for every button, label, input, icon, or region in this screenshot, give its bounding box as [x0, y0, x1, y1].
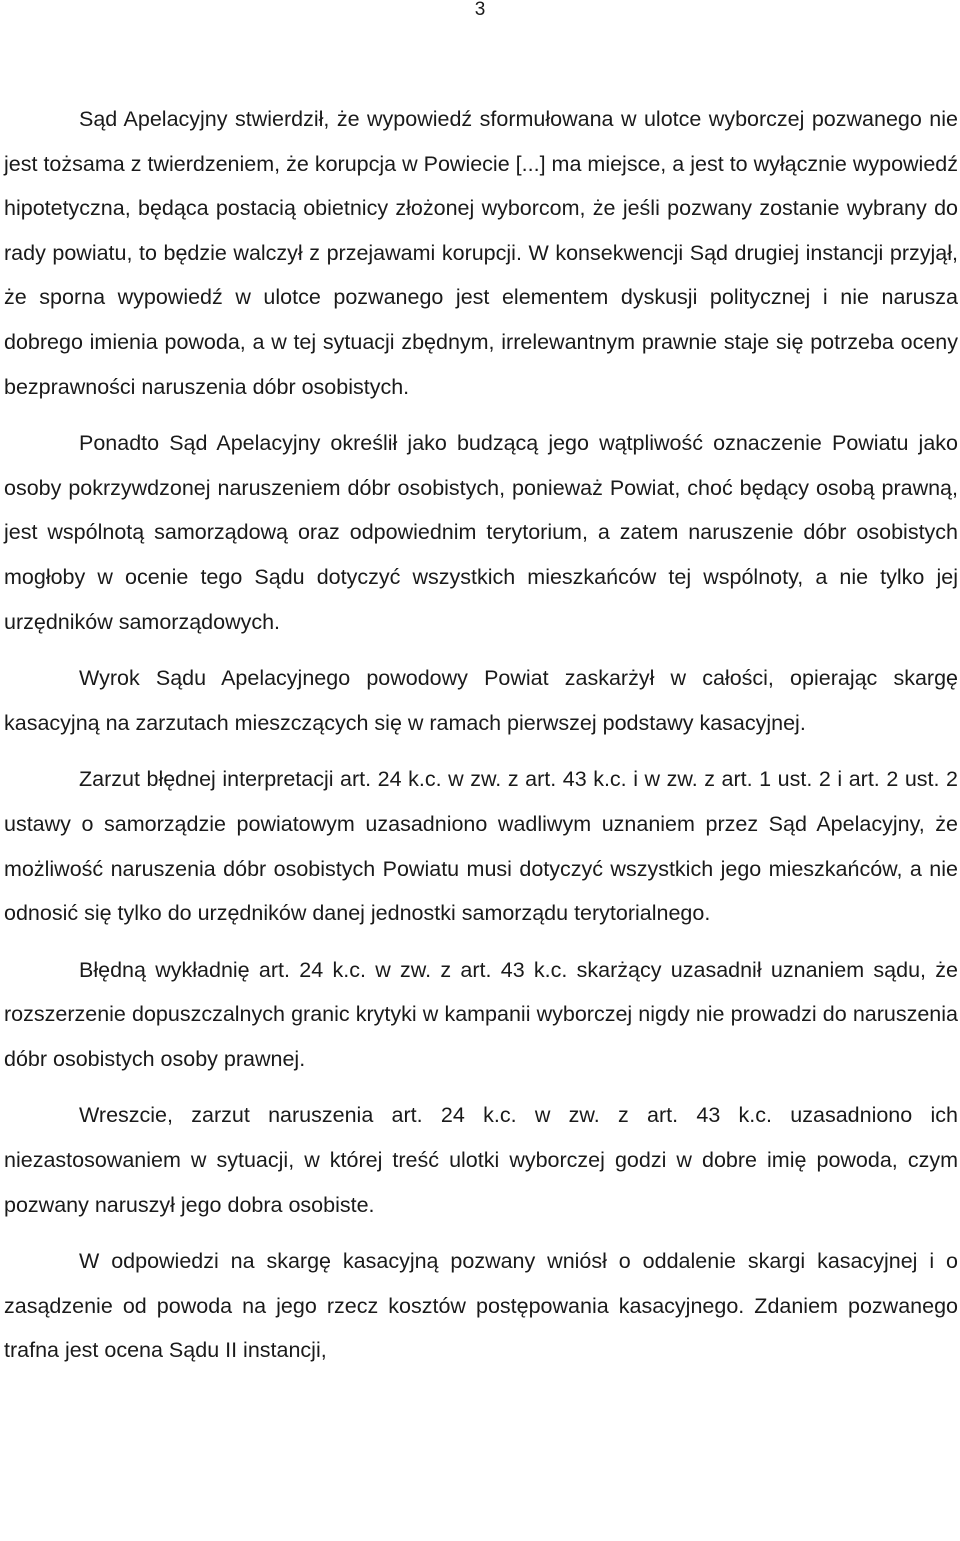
document-body	[4, 97, 958, 1373]
paragraph-1: Sąd Apelacyjny stwierdził, że wypowiedź sformułowana w ulotce wyborczej pozwanego nie jest tożsama z twierdzeniem, że korupcja w Powiecie [...] ma miejsce, a jest to wyłącznie wypowiedź hipotetyczna, będąca postacią obietnicy złożonej wyborcom, że jeśli pozwany zostanie wybrany do rady powiatu, to będzie walczył z przejawami korupcji. W konsekwencji Sąd drugiej instancji przyjął, że sporna wypowiedź w ulotce pozwanego jest elementem dyskusji politycznej i nie narusza dobrego imienia powoda, a w tej sytuacji zbędnym, irrelewantnym prawnie staje się potrzeba oceny bezprawności naruszenia dóbr osobistych.	[4, 107, 958, 399]
paragraph-7: W odpowiedzi na skargę kasacyjną pozwany wniósł o oddalenie skargi kasacyjnej i o zasądzenie od powoda na jego rzecz kosztów postępowania kasacyjnego. Zdaniem pozwanego trafna jest ocena Sądu II instancji,	[4, 1249, 958, 1363]
paragraph-6: Wreszcie, zarzut naruszenia art. 24 k.c. w zw. z art. 43 k.c. uzasadniono ich niezastosowaniem w sytuacji, w której treść ulotki wyborczej godzi w dobre imię powoda, czym pozwany naruszył jego dobra osobiste.	[4, 1103, 958, 1217]
paragraph-3: Wyrok Sądu Apelacyjnego powodowy Powiat zaskarżył w całości, opierając skargę kasacyjną na zarzutach mieszczących się w ramach pierwszej podstawy kasacyjnej.	[4, 666, 958, 735]
paragraph-2: Ponadto Sąd Apelacyjny określił jako budzącą jego wątpliwość oznaczenie Powiatu jako osoby pokrzywdzonej naruszeniem dóbr osobistych, ponieważ Powiat, choć będący osobą prawną, jest wspólnotą samorządową oraz odpowiednim terytorium, a zatem naruszenie dóbr osobistych mogłoby w ocenie tego Sądu dotyczyć wszystkich mieszkańców tej wspólnoty, a nie tylko jej urzędników samorządowych.	[4, 431, 958, 634]
page-number: 3	[474, 0, 486, 20]
paragraph-4: Zarzut błędnej interpretacji art. 24 k.c. w zw. z art. 43 k.c. i w zw. z art. 1 ust. 2 i art. 2 ust. 2 ustawy o samorządzie powiatowym uzasadniono wadliwym uznaniem przez Sąd Apelacyjny, że możliwość naruszenia dóbr osobistych Powiatu musi dotyczyć wszystkich jego mieszkańców, a nie odnosić się tylko do urzędników danej jednostki samorządu terytorialnego.	[4, 767, 958, 926]
paragraph-5: Błędną wykładnię art. 24 k.c. w zw. z art. 43 k.c. skarżący uzasadnił uznaniem sądu, że rozszerzenie dopuszczalnych granic krytyki w kampanii wyborczej nigdy nie prowadzi do naruszenia dóbr osobistych osoby prawnej.	[4, 957, 958, 1071]
